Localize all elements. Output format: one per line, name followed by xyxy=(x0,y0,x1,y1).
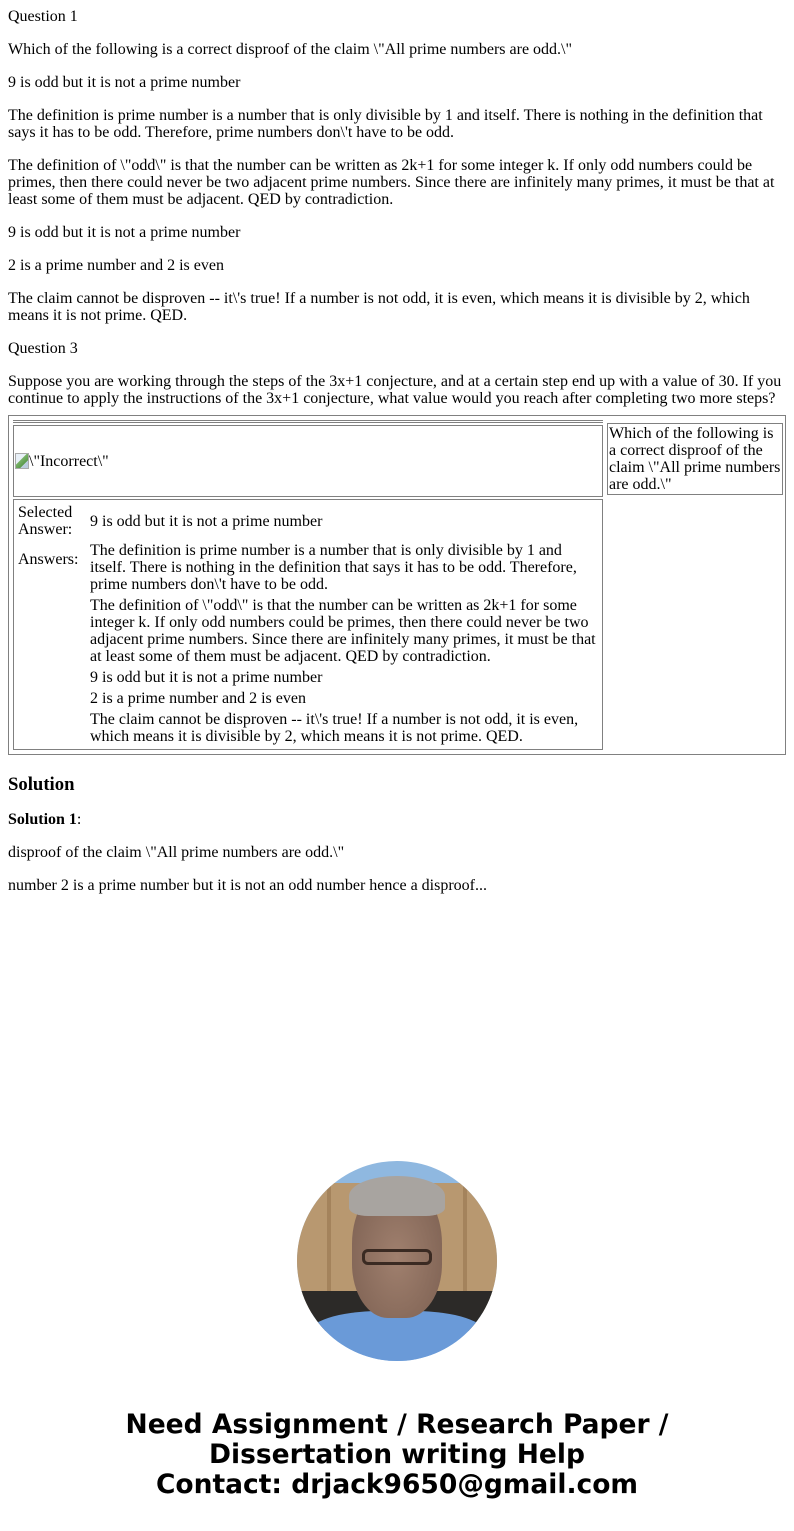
question-1-option: 9 is odd but it is not a prime number xyxy=(8,74,241,91)
question-1-option: 9 is odd but it is not a prime number xyxy=(8,224,241,241)
author-avatar xyxy=(297,1161,497,1361)
question-1-option: The definition is prime number is a number that is only divisible by 1 and itself. There is nothing in the definition that says it has to be odd. Therefore, prime numbers don\'t have to be odd. xyxy=(8,107,763,141)
selected-answer: 9 is odd but it is not a prime number xyxy=(90,512,323,530)
question-1-option: 2 is a prime number and 2 is even xyxy=(8,257,224,274)
question-3-prompt: Suppose you are working through the steps of the 3x+1 conjecture, and at a certain step end up with a value of 30. If you continue to apply the instructions of the 3x+1 conjecture, what value would you reach after completing two more steps? xyxy=(8,373,782,407)
answers-label: Answers: xyxy=(18,551,79,568)
selected-answer-label: Selected Answer: xyxy=(18,504,73,538)
solution-line: number 2 is a prime number but it is not an odd number hence a disproof... xyxy=(8,877,488,894)
result-left-table xyxy=(11,418,605,752)
contact-email: Contact: drjack9650@gmail.com xyxy=(155,1469,639,1500)
question-3-heading: Question 3 xyxy=(8,340,78,357)
answer-item: The definition is prime number is a number that is only divisible by 1 and itself. There is nothing in the definition that says it has to be odd. Therefore, prime numbers don\'t have to be odd. xyxy=(90,542,577,593)
question-1-heading: Question 1 xyxy=(8,8,78,25)
question-1-prompt: Which of the following is a correct disproof of the claim \"All prime numbers are odd.\" xyxy=(8,41,573,58)
status-image-alt: \"Incorrect\" xyxy=(29,452,109,470)
question-1-option: The claim cannot be disproven -- it\'s true! If a number is not odd, it is even, which means it is divisible by 2, which means it is not prime. QED. xyxy=(8,290,750,324)
solution-line: disproof of the claim \"All prime numbers are odd.\" xyxy=(8,844,345,861)
result-question: Which of the following is a correct disproof of the claim \"All prime numbers are odd.\" xyxy=(607,423,783,495)
status-cell xyxy=(13,425,603,497)
solution-heading: Solution xyxy=(8,774,75,795)
broken-image-icon xyxy=(15,453,29,469)
result-table xyxy=(8,415,786,755)
answers-table xyxy=(15,501,601,748)
document xyxy=(0,8,794,894)
question-1-option: The definition of \"odd\" is that the number can be written as 2k+1 for some integer k. If only odd numbers could be primes, then there could never be two adjacent prime numbers. Since there are infinitely many primes, it must be that at least some of them must be adjacent. QED by contradiction. xyxy=(8,157,775,208)
answer-item: The definition of \"odd\" is that the number can be written as 2k+1 for some integer k. If only odd numbers could be primes, then there could never be two adjacent prime numbers. Since there are infinitely many primes, it must be that at least some of them must be adjacent. QED by contradiction. xyxy=(90,597,596,665)
answer-item: 2 is a prime number and 2 is even xyxy=(90,690,306,707)
answer-item: 9 is odd but it is not a prime number xyxy=(90,669,323,686)
answers-cell xyxy=(13,499,603,750)
contact-banner xyxy=(0,1410,794,1500)
answer-item: The claim cannot be disproven -- it\'s true! If a number is not odd, it is even, which means it is divisible by 2, which means it is not prime. QED. xyxy=(90,711,579,745)
glasses xyxy=(362,1249,432,1265)
solution-1-suffix: : xyxy=(76,811,82,828)
banner-line: Need Assignment / Research Paper / Dissertation writing Help xyxy=(125,1409,669,1470)
solution-1-heading: Solution 1 xyxy=(8,811,77,828)
